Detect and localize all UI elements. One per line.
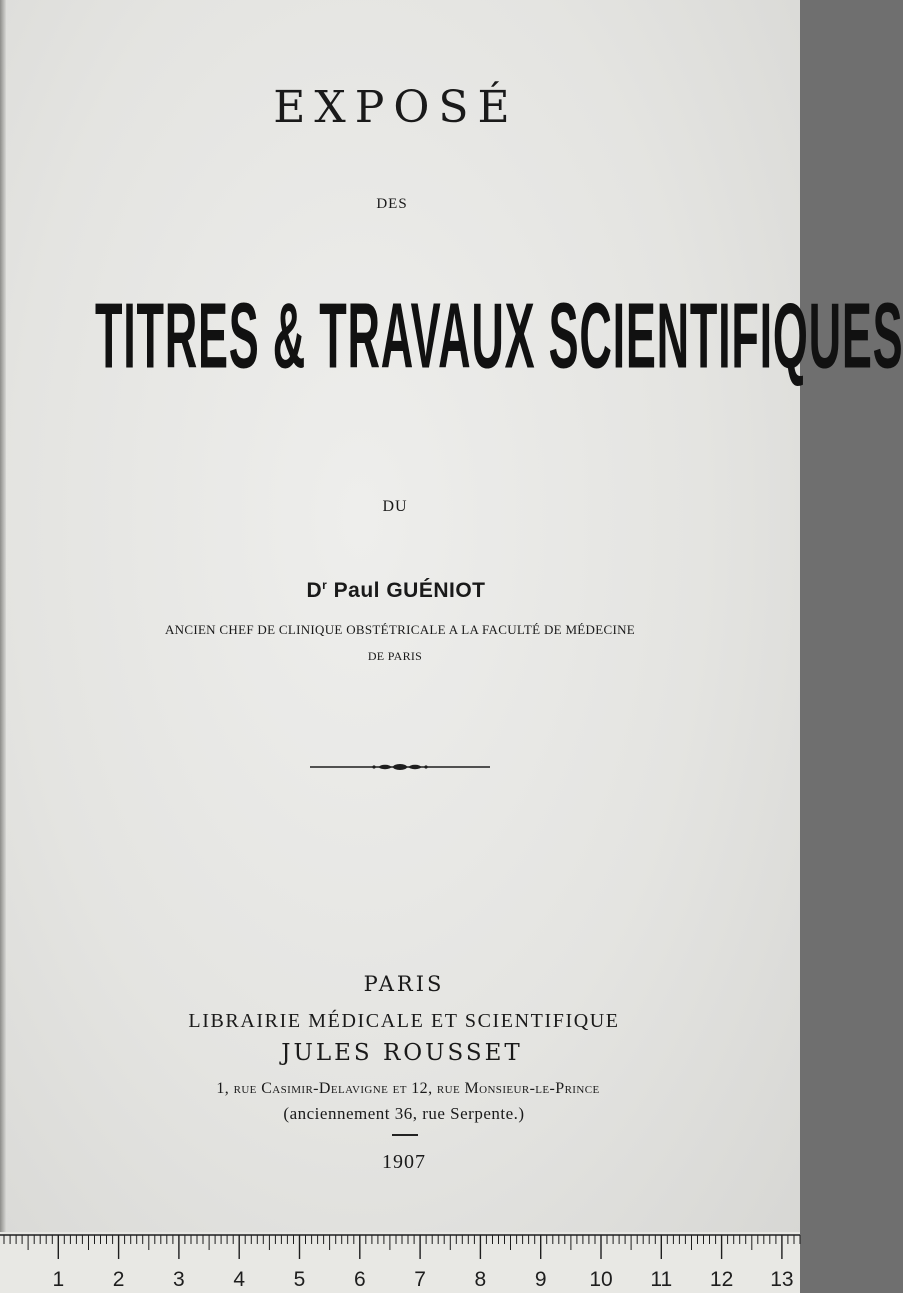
title-preposition: DU [382, 498, 408, 515]
imprint-year: 1907 [382, 1151, 426, 1173]
ruler-label: 8 [474, 1268, 487, 1291]
ruler-label: 2 [112, 1268, 125, 1291]
ruler-label: 6 [353, 1268, 366, 1291]
ruler-label: 13 [770, 1268, 794, 1291]
ruler-label: 7 [414, 1268, 426, 1291]
imprint-former-address: (anciennement 36, rue Serpente.) [283, 1104, 525, 1123]
measuring-ruler [0, 1232, 800, 1293]
imprint-address-text: 1, rue Casimir-Delavigne et 12, rue Monsieur-le-Prince [216, 1080, 600, 1097]
title-connector: DES [376, 196, 408, 212]
ruler-label: 11 [650, 1268, 673, 1291]
imprint-library: LIBRAIRIE MÉDICALE ET SCIENTIFIQUE [188, 1010, 620, 1032]
ruler-label: 3 [173, 1268, 185, 1291]
imprint-city: PARIS [363, 972, 445, 996]
imprint-publisher: JULES ROUSSET [281, 1040, 523, 1066]
ruler-label: 10 [589, 1268, 613, 1291]
ornamental-divider [310, 760, 490, 774]
ruler-label: 12 [709, 1268, 734, 1291]
author-line [0, 578, 796, 603]
author-prefix: $D^r$ [306, 578, 328, 602]
author-affiliation-city: DE PARIS [367, 649, 423, 663]
ruler-label: 5 [293, 1268, 306, 1291]
author-affiliation: ANCIEN CHEF DE CLINIQUE OBSTÉTRICALE A LA FACULTÉ DE MÉDECINE [164, 622, 636, 637]
short-rule [392, 1134, 418, 1136]
author-name: Paul GUÉNIOT [333, 579, 486, 602]
ruler-label: 1 [52, 1268, 65, 1291]
ruler-label: 4 [233, 1268, 246, 1291]
page-title: EXPOSÉ [273, 82, 519, 133]
ruler-label: 9 [534, 1268, 547, 1291]
main-title: TITRES & TRAVAUX SCIENTIFIQUES [95, 283, 903, 388]
imprint-address [8, 1080, 808, 1098]
